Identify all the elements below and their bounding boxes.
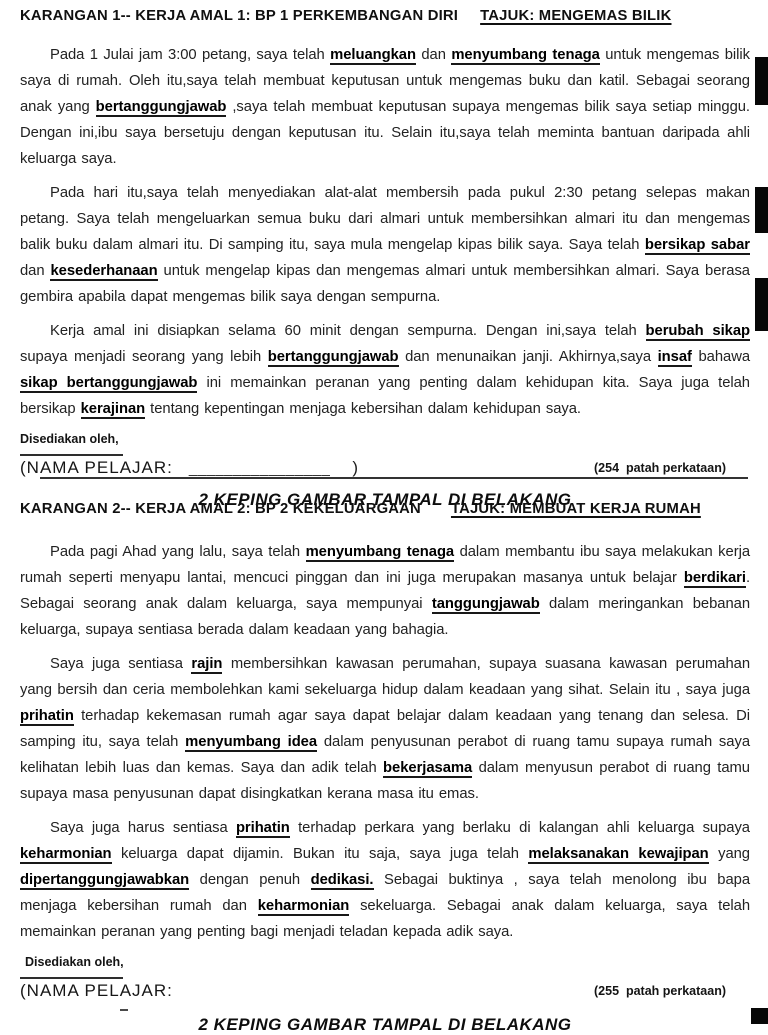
keyword-term: sikap bertanggungjawab	[20, 375, 198, 391]
keyword-term: tanggungjawab	[431, 596, 540, 612]
keyword-term: bersikap sabar	[644, 237, 750, 253]
keyword-term: prihatin	[20, 708, 74, 724]
keyword-term: menyumbang tenaga	[451, 47, 600, 63]
keyword-term: kesederhanaan	[50, 263, 158, 279]
section-divider	[40, 477, 748, 479]
name-blank-line: ________________	[188, 460, 331, 477]
essay1-title: KARANGAN 1-- KERJA AMAL 1: BP 1 PERKEMBANGAN DIRI	[20, 8, 459, 24]
essay1-paragraph-2: Pada hari itu,saya telah menyediakan alat-alat membersih pada pukul 2:30 petang selepas makan petang. Saya telah mengeluarkan semua buku dari almari untuk membersihkan almari itu dan mengemas balik buku dalam almari itu. Di samping itu, saya mula mengelap kipas bilik saya. Saya telah bersikap sabar dan kesederhanaan untuk mengelap kipas dan mengemas almari untuk membersihkan almari. Saya berasa gembira apabila dapat mengemas bilik saya dengan sempurna.	[20, 185, 750, 305]
essay1-footer-note: 2 KEPING GAMBAR TAMPAL DI BELAKANG	[198, 490, 572, 509]
scan-artifact-bar	[755, 278, 768, 331]
stray-mark	[120, 1009, 128, 1011]
keyword-term: melaksanakan kewajipan	[528, 846, 709, 862]
essay1-heading	[20, 8, 750, 24]
name-row	[20, 981, 750, 1001]
name-close-paren: )	[352, 458, 359, 477]
essay2-title: KARANGAN 2-- KERJA AMAL 2: BP 2 KEKELUARGAAN	[20, 501, 421, 517]
keyword-term: insaf	[657, 349, 692, 365]
prepared-by-label: Disediakan oleh,	[25, 955, 124, 969]
word-count-badge: (255 patah perkataan)	[594, 984, 726, 998]
essay2-topic: TAJUK: MEMBUAT KERJA RUMAH	[450, 501, 701, 517]
scan-artifact-corner	[751, 1008, 768, 1024]
essay2-paragraph-3: Saya juga harus sentiasa prihatin terhadap perkara yang berlaku di kalangan ahli keluarga supaya keharmonian keluarga dapat dijamin. Bukan itu saja, saya juga telah melaksanakan kewajipan yang dipertanggungjawabkan dengan penuh dedikasi. Sebagai buktinya , saya telah menolong ibu bapa menjaga kebersihan rumah dan keharmonian sekeluarga. Sebagai anak dalam keluarga, saya telah memainkan peranan yang penting bagi menjadi teladan kepada adik saya.	[20, 820, 750, 940]
name-row	[20, 458, 750, 478]
signature-line	[20, 454, 123, 456]
signature-line	[20, 977, 123, 979]
keyword-term: rajin	[191, 656, 223, 672]
keyword-term: dipertanggungjawabkan	[20, 872, 190, 888]
scan-artifact-bar	[755, 57, 768, 105]
keyword-term: bertanggungjawab	[267, 349, 399, 365]
keyword-term: keharmonian	[257, 898, 350, 914]
keyword-term: bertanggungjawab	[95, 99, 227, 115]
keyword-term: dedikasi.	[310, 872, 374, 888]
scan-artifact-bar	[755, 187, 768, 233]
essay2-paragraph-2: Saya juga sentiasa rajin membersihkan kawasan perumahan, supaya suasana kawasan perumahan yang bersih dan ceria membolehkan kami sekeluarga hidup dalam keadaan yang sihat. Selain itu , saya juga prihatin terhadap kekemasan rumah agar saya dapat belajar dalam keadaan yang tenang dan selesa. Di samping itu, saya telah menyumbang idea dalam penyusunan perabot di ruang tamu supaya rumah saya kelihatan lebih luas dan kemas. Saya dan adik telah bekerjasama dalam menyusun perabot di ruang tamu supaya masa penyusunan dapat disingkatkan kerana masa itu emas.	[20, 656, 751, 802]
keyword-term: keharmonian	[20, 846, 112, 862]
essay2-heading	[20, 501, 750, 517]
name-label: (NAMA PELAJAR:	[20, 981, 173, 1000]
keyword-term: menyumbang tenaga	[305, 544, 455, 560]
essay1-paragraph-1: Pada 1 Julai jam 3:00 petang, saya telah meluangkan dan menyumbang tenaga untuk mengemas bilik saya di rumah. Oleh itu,saya telah membuat keputusan untuk mengemas buku dan katil. Sebagai seorang anak yang bertanggungjawab ,saya telah membuat keputusan supaya mengemas bilik saya setiap minggu. Dengan ini,ibu saya bersetuju dengan keputusan itu. Selain itu,saya telah meminta bantuan daripada ahli keluarga saya.	[20, 47, 750, 167]
keyword-term: prihatin	[235, 820, 290, 836]
keyword-term: meluangkan	[330, 47, 416, 63]
essay1-paragraph-3: Kerja amal ini disiapkan selama 60 minit dengan sempurna. Dengan ini,saya telah berubah sikap supaya menjadi seorang yang lebih bertanggungjawab dan menunaikan janji. Akhirnya,saya insaf bahawa sikap bertanggungjawab ini memainkan peranan yang penting dalam kehidupan kita. Saya juga telah bersikap kerajinan tentang kepentingan menjaga kebersihan dalam kehidupan saya.	[20, 323, 751, 417]
essay2-section	[20, 497, 751, 1034]
keyword-term: menyumbang idea	[185, 734, 318, 750]
essay1-topic: TAJUK: MENGEMAS BILIK	[480, 8, 672, 24]
name-label: (NAMA PELAJAR:	[20, 458, 173, 477]
essay2-paragraph-1: Pada pagi Ahad yang lalu, saya telah menyumbang tenaga dalam membantu ibu saya melakukan kerja rumah seperti menyapu lantai, mencuci pinggan dan ini juga merupakan masanya untuk belajar berdikari. Sebagai seorang anak dalam keluarga, saya mempunyai tanggungjawab dalam meringankan bebanan keluarga, supaya sentiasa berada dalam keadaan yang bahagia.	[20, 544, 750, 638]
keyword-term: berdikari	[683, 570, 746, 586]
keyword-term: bekerjasama	[383, 760, 473, 776]
keyword-term: kerajinan	[80, 401, 146, 417]
keyword-term: berubah sikap	[645, 323, 751, 339]
word-count-badge: (254 patah perkataan)	[594, 461, 726, 475]
prepared-by-label: Disediakan oleh,	[20, 432, 119, 446]
essay2-footer-note: 2 KEPING GAMBAR TAMPAL DI BELAKANG	[198, 1015, 572, 1034]
